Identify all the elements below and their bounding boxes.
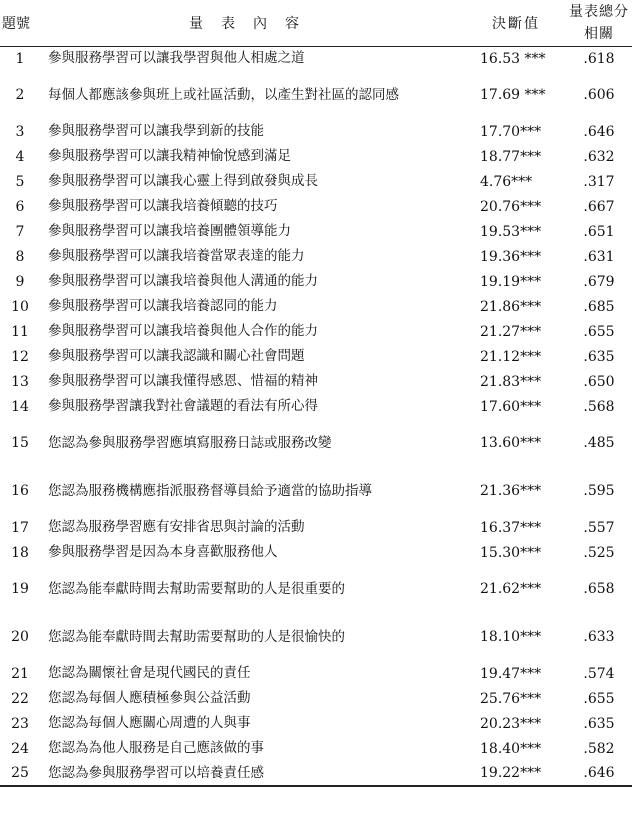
total-correlation: .667 <box>583 198 615 215</box>
table-row <box>0 46 632 71</box>
item-number: 25 <box>0 761 40 786</box>
critical-ratio: 17.70*** <box>480 123 542 140</box>
header-item-number: 題號 <box>0 0 40 46</box>
table-row <box>0 467 632 515</box>
table-row <box>0 319 632 344</box>
critical-ratio: 17.69 *** <box>480 87 546 103</box>
header-scale-content: 量表內容 <box>40 0 466 46</box>
item-number: 9 <box>15 273 25 290</box>
table-row <box>0 711 632 736</box>
total-correlation: .635 <box>583 348 615 365</box>
header-critical-ratio: 決斷值 <box>466 0 566 46</box>
critical-ratio: 21.27*** <box>480 323 542 340</box>
table-header <box>0 0 632 46</box>
total-correlation: .557 <box>583 519 615 536</box>
total-correlation: .574 <box>583 665 615 682</box>
table-row <box>0 419 632 467</box>
item-number: 22 <box>11 690 29 707</box>
item-content: 您認為參與服務學習可以培養責任感 <box>40 761 466 786</box>
total-correlation: .646 <box>583 123 615 140</box>
item-number: 12 <box>11 348 29 365</box>
total-correlation: .679 <box>583 273 615 290</box>
item-content: 您認為每個人應積極參與公益活動 <box>48 690 251 706</box>
critical-ratio: 19.47*** <box>480 665 542 682</box>
total-correlation: .635 <box>583 715 615 732</box>
critical-ratio: 13.60*** <box>480 435 542 451</box>
table-row <box>0 394 632 419</box>
item-content: 參與服務學習可以讓我心靈上得到啟發與成長 <box>48 173 318 189</box>
item-number: 1 <box>15 50 25 67</box>
total-correlation: .568 <box>583 398 615 415</box>
table-row <box>0 119 632 144</box>
item-number: 17 <box>11 519 29 536</box>
critical-ratio: 19.36*** <box>480 248 542 265</box>
item-number: 19 <box>11 581 29 597</box>
item-number: 6 <box>15 198 25 215</box>
item-content: 參與服務學習可以讓我培養當眾表達的能力 <box>48 248 305 264</box>
table-row <box>0 194 632 219</box>
total-correlation: .317 <box>583 173 615 190</box>
item-number: 14 <box>11 398 29 415</box>
total-correlation: .595 <box>583 483 615 499</box>
table-body <box>0 46 632 786</box>
item-content: 參與服務學習可以讓我懂得感恩、惜福的精神 <box>48 373 318 389</box>
item-number: 2 <box>15 87 25 103</box>
critical-ratio: 18.40*** <box>480 740 542 757</box>
total-correlation: .606 <box>583 87 615 103</box>
item-content: 您認為能奉獻時間去幫助需要幫助的人是很重要的 <box>48 580 345 597</box>
table-row <box>0 269 632 294</box>
table-row <box>0 244 632 269</box>
table-row <box>0 169 632 194</box>
table-row <box>0 369 632 394</box>
critical-ratio: 4.76*** <box>480 173 533 190</box>
table-row <box>0 540 632 565</box>
total-correlation: .651 <box>583 223 615 240</box>
critical-ratio: 16.37*** <box>480 519 542 536</box>
item-content: 參與服務學習可以讓我培養傾聽的技巧 <box>48 198 278 214</box>
total-correlation: .658 <box>583 581 615 597</box>
item-content: 您認為每個人應關心周遭的人與事 <box>48 715 251 731</box>
total-correlation: .646 <box>566 761 632 786</box>
critical-ratio: 19.22*** <box>466 761 566 786</box>
critical-ratio: 20.23*** <box>480 715 542 732</box>
table-row <box>0 736 632 761</box>
critical-ratio: 21.83*** <box>480 373 542 390</box>
total-correlation: .631 <box>583 248 615 265</box>
item-content: 參與服務學習是因為本身喜歡服務他人 <box>48 544 278 560</box>
item-number: 23 <box>11 715 29 732</box>
total-correlation: .632 <box>583 148 615 165</box>
table-row <box>0 515 632 540</box>
item-content: 參與服務學習讓我對社會議題的看法有所心得 <box>48 398 318 414</box>
item-number: 5 <box>15 173 25 190</box>
item-content: 參與服務學習可以讓我精神愉悅感到滿足 <box>48 148 291 164</box>
item-number: 20 <box>11 629 29 645</box>
table-row <box>0 144 632 169</box>
item-number: 15 <box>11 435 29 451</box>
item-number: 16 <box>11 483 29 499</box>
critical-ratio: 19.53*** <box>480 223 542 240</box>
total-correlation: .582 <box>583 740 615 757</box>
total-correlation: .685 <box>583 298 615 315</box>
item-content: 參與服務學習可以讓我培養與他人合作的能力 <box>48 323 318 339</box>
item-content: 您認為能奉獻時間去幫助需要幫助的人是很愉快的 <box>48 628 345 645</box>
critical-ratio: 18.10*** <box>480 629 542 645</box>
total-correlation: .633 <box>583 629 615 645</box>
table-row <box>0 686 632 711</box>
item-number: 18 <box>11 544 29 561</box>
item-content: 參與服務學習可以讓我學到新的技能 <box>48 123 264 139</box>
item-number: 3 <box>15 123 25 140</box>
total-correlation: .655 <box>583 323 615 340</box>
item-content: 您認為參與服務學習應填寫服務日誌或服務改變 <box>48 434 332 451</box>
critical-ratio: 21.86*** <box>480 298 542 315</box>
item-number: 13 <box>11 373 29 390</box>
total-correlation: .655 <box>583 690 615 707</box>
item-number: 7 <box>15 223 25 240</box>
item-content: 每個人都應該參與班上或社區活動，以產生對社區的認同感 <box>48 86 399 103</box>
item-content: 參與服務學習可以讓我認識和關心社會問題 <box>48 348 305 364</box>
table-row <box>0 344 632 369</box>
header-row <box>0 0 632 46</box>
table-row <box>0 613 632 661</box>
table-row <box>0 71 632 119</box>
total-correlation: .525 <box>583 544 615 561</box>
table-row <box>0 661 632 686</box>
item-number: 11 <box>11 323 29 340</box>
critical-ratio: 21.36*** <box>480 483 542 499</box>
critical-ratio: 17.60*** <box>480 398 542 415</box>
table-row <box>0 761 632 786</box>
item-content: 您認為服務學習應有安排省思與討論的活動 <box>48 519 305 535</box>
table-row <box>0 294 632 319</box>
critical-ratio: 21.12*** <box>480 348 542 365</box>
item-content: 參與服務學習可以讓我培養與他人溝通的能力 <box>48 273 318 289</box>
critical-ratio: 19.19*** <box>480 273 542 290</box>
total-correlation: .485 <box>583 435 615 451</box>
table-row <box>0 219 632 244</box>
critical-ratio: 18.77*** <box>480 148 542 165</box>
header-total-correlation: 量表總分相關 <box>566 0 632 46</box>
critical-ratio: 16.53 *** <box>480 50 546 67</box>
critical-ratio: 15.30*** <box>480 544 542 561</box>
item-content: 您認為關懷社會是現代國民的責任 <box>48 665 251 681</box>
item-content: 您認為服務機構應指派服務督導員給予適當的協助指導 <box>48 482 372 499</box>
item-number: 4 <box>15 148 25 165</box>
item-content: 參與服務學習可以讓我培養認同的能力 <box>48 298 278 314</box>
total-correlation: .618 <box>583 50 615 67</box>
item-number: 21 <box>11 665 29 682</box>
item-content: 參與服務學習可以讓我培養團體領導能力 <box>48 223 291 239</box>
table-row <box>0 565 632 613</box>
item-number: 10 <box>11 298 29 315</box>
item-number: 24 <box>11 740 29 757</box>
total-correlation: .650 <box>583 373 615 390</box>
critical-ratio: 21.62*** <box>480 581 542 597</box>
item-content: 參與服務學習可以讓我學習與他人相處之道 <box>48 50 305 67</box>
critical-ratio: 25.76*** <box>480 690 542 707</box>
item-content: 您認為為他人服務是自己應該做的事 <box>48 740 264 756</box>
critical-ratio: 20.76*** <box>480 198 542 215</box>
item-number: 8 <box>15 248 25 265</box>
